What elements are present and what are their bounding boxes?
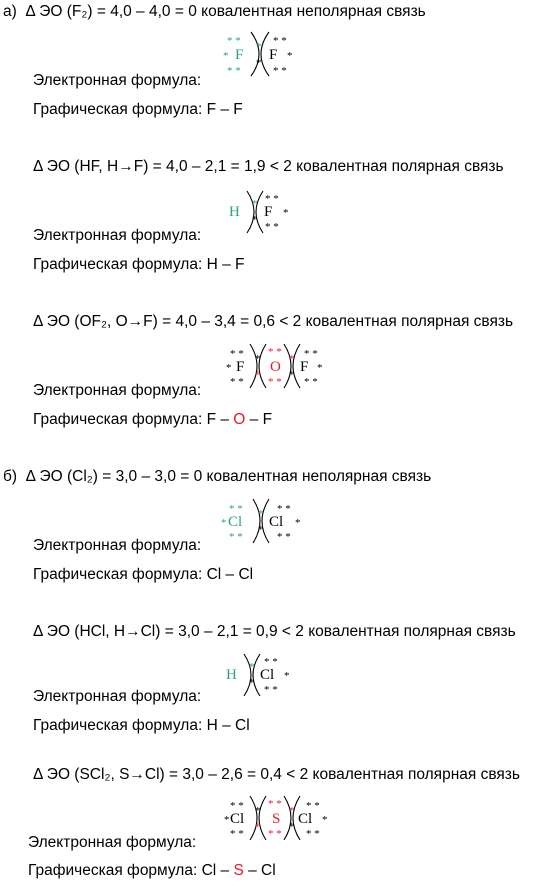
graphic-formula-cl2: Графическая формула: Cl – Cl [33,566,254,583]
atom-symbol: Cl [260,667,275,683]
svg-text:* *: * * [277,531,291,543]
part-a-heading [3,3,426,21]
svg-text:*: * [223,50,229,62]
svg-text:*: * [255,805,261,817]
atom-symbol: H [226,667,237,683]
svg-text:*: * [289,369,295,381]
atom-symbol: F [269,47,278,63]
part-marker: а) [3,3,17,20]
svg-text:* *: * * [306,828,320,840]
part-b-heading [3,468,431,486]
svg-text:*: * [221,517,227,529]
atom-symbol: F [236,359,245,375]
svg-text:*: * [252,198,258,210]
svg-text:*: * [289,821,295,833]
electron-diagram-cl2 [215,495,320,547]
svg-text:*: * [295,517,301,529]
svg-text:* *: * * [304,348,318,360]
svg-text:* *: * * [304,376,318,388]
electron-diagram-of2 [220,340,330,392]
equation-f2: Δ ЭО (F₂) = 4,0 – 4,0 = 0 ковалентная неполярная связь [25,3,426,20]
graphic-formula-hcl: Графическая формула: H – Cl [33,717,250,734]
svg-text:* *: * * [265,193,279,205]
electronic-formula-label: Электронная формула: [33,537,202,554]
graphic-formula-of2: Графическая формула: F – O – F [33,411,273,428]
svg-text:*: * [322,814,328,826]
atom-symbol: F [300,359,309,375]
svg-text:*: * [252,214,258,226]
svg-text:* *: * * [268,346,282,358]
electronic-formula-label: Электронная формула: [33,227,202,244]
svg-text:*: * [287,50,293,62]
svg-text:* *: * * [227,35,241,47]
svg-text:* *: * * [229,503,243,515]
atom-symbol: F [264,204,273,220]
svg-text:*: * [249,661,255,673]
svg-text:* *: * * [230,376,244,388]
svg-text:* *: * * [227,65,241,77]
svg-text:*: * [258,524,264,536]
svg-text:* *: * * [229,531,243,543]
electron-diagram-hcl [222,650,312,700]
atom-symbol: F [235,47,244,63]
svg-text:* *: * * [273,35,287,47]
svg-text:*: * [256,57,262,69]
atom-symbol: Cl [298,811,313,827]
svg-text:* *: * * [230,800,244,812]
svg-text:* *: * * [277,503,291,515]
svg-text:* *: * * [268,798,282,810]
svg-text:*: * [317,362,323,374]
svg-text:*: * [256,41,262,53]
svg-text:* *: * * [268,828,282,840]
atom-symbol: S [272,811,281,827]
svg-text:* *: * * [268,376,282,388]
svg-text:*: * [226,362,232,374]
svg-text:* *: * * [306,800,320,812]
svg-text:* *: * * [273,65,287,77]
electronic-formula-label: Электронная формула: [33,382,202,399]
svg-text:*: * [289,805,295,817]
svg-text:*: * [255,353,261,365]
svg-text:* *: * * [264,656,278,668]
svg-text:*: * [255,369,261,381]
atom-symbol: Cl [269,514,284,530]
equation-scl2: Δ ЭО (SCl₂, S→Cl) = 3,0 – 2,6 = 0,4 < 2 ковалентная полярная связь [33,766,520,783]
equation-cl2: Δ ЭО (Cl₂) = 3,0 – 3,0 = 0 ковалентная неполярная связь [25,468,432,485]
svg-text:* *: * * [265,221,279,233]
atom-symbol: O [270,359,281,375]
atom-symbol: Cl [228,514,243,530]
svg-text:*: * [283,207,289,219]
svg-text:*: * [284,670,290,682]
atom-symbol: Cl [230,811,245,827]
svg-text:* *: * * [264,684,278,696]
svg-text:*: * [289,353,295,365]
equation-hcl: Δ ЭО (HCl, H→Cl) = 3,0 – 2,1 = 0,9 < 2 ковалентная полярная связь [33,623,516,640]
electronic-formula-label: Электронная формула: [28,834,197,851]
equation-hf: Δ ЭО (HF, H→F) = 4,0 – 2,1 = 1,9 < 2 ковалентная полярная связь [33,158,504,175]
electron-diagram-f2 [215,26,315,82]
svg-text:*: * [255,821,261,833]
electron-diagram-hf [225,187,315,237]
graphic-formula-f2: Графическая формула: F – F [33,101,243,118]
electronic-formula-label: Электронная формула: [33,72,202,89]
atom-symbol: H [229,204,240,220]
electronic-formula-label: Электронная формула: [33,688,202,705]
part-marker: б) [3,468,18,485]
graphic-formula-hf: Графическая формула: H – F [33,256,245,273]
svg-text:* *: * * [230,828,244,840]
svg-text:*: * [224,814,230,826]
svg-text:* *: * * [230,348,244,360]
equation-of2: Δ ЭО (OF₂, O→F) = 4,0 – 3,4 = 0,6 < 2 ковалентная полярная связь [33,313,514,330]
svg-text:*: * [249,677,255,689]
svg-text:*: * [258,508,264,520]
electron-diagram-scl2 [218,792,333,844]
graphic-formula-scl2: Графическая формула: Cl – S – Cl [28,862,276,879]
